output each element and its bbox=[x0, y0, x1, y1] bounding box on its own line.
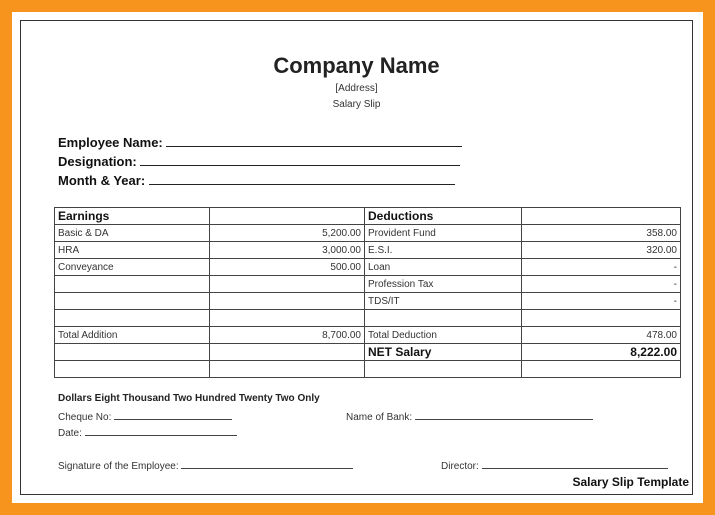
slip-border bbox=[20, 20, 693, 495]
salary-slip-page bbox=[12, 12, 703, 503]
company-name: Company Name bbox=[273, 53, 440, 78]
total-deduction-label: Total Deduction bbox=[365, 327, 522, 344]
earning-label bbox=[55, 361, 210, 378]
deduction-label: Loan bbox=[365, 259, 522, 276]
bank-row bbox=[346, 410, 593, 423]
employee-name-label: Employee Name: bbox=[58, 135, 163, 150]
table-row bbox=[55, 276, 681, 293]
date-label: Date: bbox=[58, 428, 82, 439]
deduction-amount: - bbox=[522, 293, 681, 310]
employee-signature-row bbox=[58, 459, 353, 472]
net-salary-label: NET Salary bbox=[365, 344, 522, 361]
earning-label: HRA bbox=[55, 242, 210, 259]
earning-amount bbox=[210, 361, 365, 378]
earning-amount bbox=[210, 276, 365, 293]
deduction-label: E.S.I. bbox=[365, 242, 522, 259]
cheque-label: Cheque No: bbox=[58, 412, 112, 423]
cheque-field[interactable] bbox=[114, 410, 232, 420]
earning-amount: 3,000.00 bbox=[210, 242, 365, 259]
salary-table bbox=[54, 207, 681, 378]
totals-row bbox=[55, 327, 681, 344]
employee-signature-field[interactable] bbox=[181, 459, 353, 469]
deduction-label: Provident Fund bbox=[365, 225, 522, 242]
earning-label bbox=[55, 344, 210, 361]
company-address: [Address] bbox=[335, 83, 378, 94]
employee-signature-label: Signature of the Employee: bbox=[58, 461, 179, 472]
designation-field[interactable] bbox=[140, 153, 460, 166]
earning-amount: 500.00 bbox=[210, 259, 365, 276]
table-row bbox=[55, 259, 681, 276]
deduction-amount bbox=[522, 310, 681, 327]
table-row bbox=[55, 310, 681, 327]
month-year-label: Month & Year: bbox=[58, 173, 146, 188]
net-salary-row bbox=[55, 344, 681, 361]
earning-label bbox=[55, 276, 210, 293]
bank-label: Name of Bank: bbox=[346, 412, 413, 423]
earnings-header: Earnings bbox=[55, 208, 210, 225]
table-row bbox=[55, 293, 681, 310]
employee-name-field[interactable] bbox=[166, 134, 462, 147]
net-salary-amount: 8,222.00 bbox=[522, 344, 681, 361]
deduction-label bbox=[365, 310, 522, 327]
designation-row bbox=[58, 153, 460, 169]
employee-name-row bbox=[58, 134, 462, 150]
table-row bbox=[55, 225, 681, 242]
earning-label bbox=[55, 293, 210, 310]
date-row bbox=[58, 426, 237, 439]
deductions-header: Deductions bbox=[365, 208, 522, 225]
earning-label: Conveyance bbox=[55, 259, 210, 276]
earning-label: Basic & DA bbox=[55, 225, 210, 242]
cheque-row bbox=[58, 410, 232, 423]
total-addition-amount: 8,700.00 bbox=[210, 327, 365, 344]
bank-field[interactable] bbox=[415, 410, 593, 420]
amount-in-words: Dollars Eight Thousand Two Hundred Twenty Two Only bbox=[58, 393, 320, 404]
deduction-amount bbox=[522, 361, 681, 378]
total-addition-label: Total Addition bbox=[55, 327, 210, 344]
template-caption: Salary Slip Template bbox=[572, 475, 689, 489]
deduction-label: TDS/IT bbox=[365, 293, 522, 310]
earning-amount bbox=[210, 310, 365, 327]
earning-amount: 5,200.00 bbox=[210, 225, 365, 242]
earning-amount bbox=[210, 344, 365, 361]
table-row bbox=[55, 361, 681, 378]
table-row bbox=[55, 242, 681, 259]
director-label: Director: bbox=[441, 461, 479, 472]
deduction-amount: - bbox=[522, 259, 681, 276]
table-header-row bbox=[55, 208, 681, 225]
deduction-amount: 320.00 bbox=[522, 242, 681, 259]
total-deduction-amount: 478.00 bbox=[522, 327, 681, 344]
director-signature-field[interactable] bbox=[482, 459, 668, 469]
earning-amount bbox=[210, 293, 365, 310]
earning-label bbox=[55, 310, 210, 327]
month-year-row bbox=[58, 172, 455, 188]
deduction-amount: - bbox=[522, 276, 681, 293]
designation-label: Designation: bbox=[58, 154, 137, 169]
slip-title: Salary Slip bbox=[332, 99, 381, 110]
month-year-field[interactable] bbox=[149, 172, 455, 185]
deduction-label: Profession Tax bbox=[365, 276, 522, 293]
deduction-amount: 358.00 bbox=[522, 225, 681, 242]
director-row bbox=[441, 459, 668, 472]
date-field[interactable] bbox=[85, 426, 237, 436]
deduction-label bbox=[365, 361, 522, 378]
